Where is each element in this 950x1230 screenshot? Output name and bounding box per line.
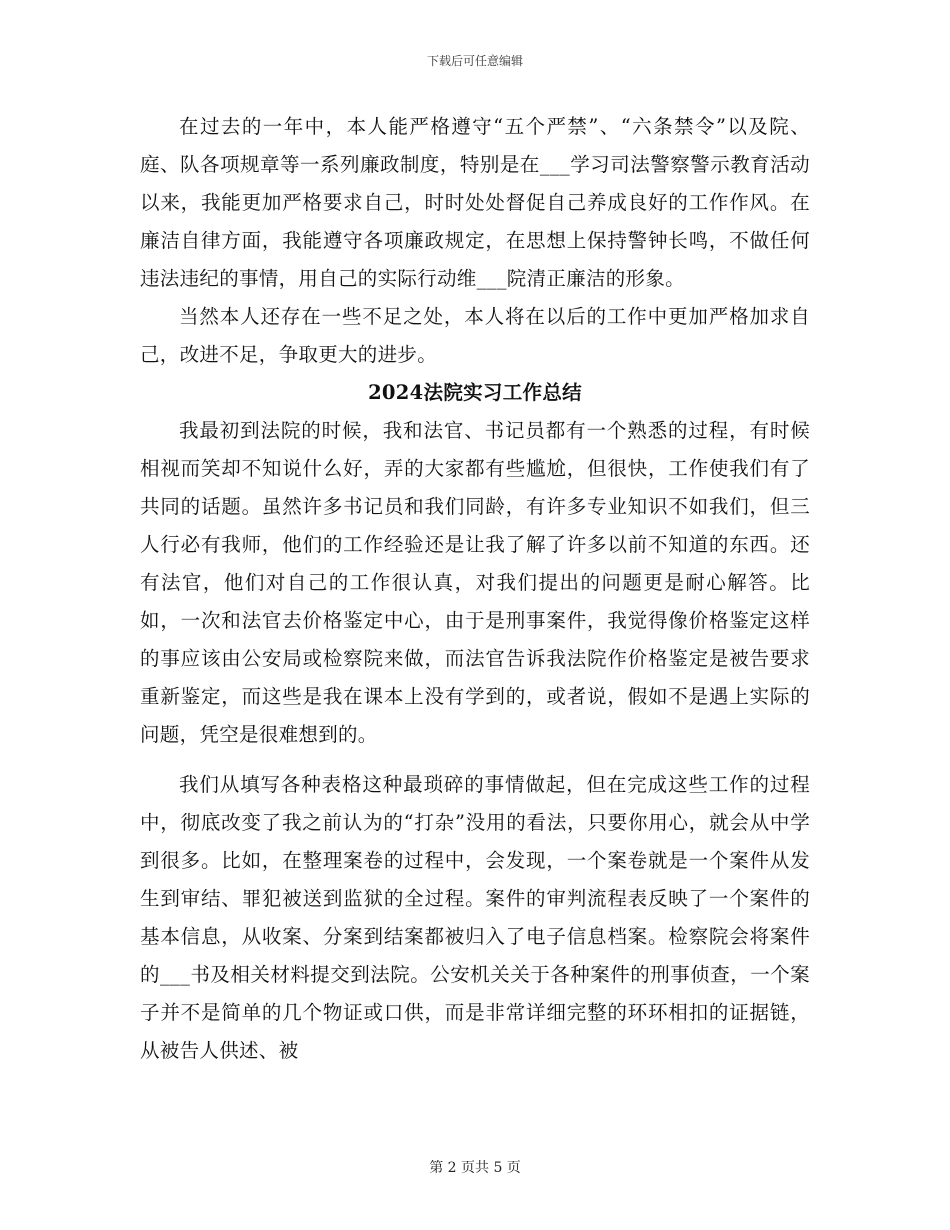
paragraph-clerical-work: 我们从填写各种表格这种最琐碎的事情做起，但在完成这些工作的过程中，彻底改变了我之前认为的“打杂”没用的看法，只要你用心，就会从中学到很多。比如，在整理案卷的过程中，会发现，一个案卷就是一个案件从发生到审结、罪犯被送到监狱的全过程。案件的审判流程表反映了一个案件的基本信息，从收案、分案到结案都被归入了电子信息档案。检察院会将案件的___书及相关材料提交到法院。公安机关关于各种案件的刑事侦查，一个案子并不是简单的几个物证或口供，而是非常详细完整的环环相扣的证据链，从被告人供述、被 — [140, 773, 810, 1062]
page-footer: 第 2 页共 5 页 — [429, 1160, 521, 1176]
page-header: 下载后可任意编辑 — [426, 54, 523, 68]
paragraph-court-intro: 我最初到法院的时候，我和法官、书记员都有一个熟悉的过程，有时候相视而笑却不知说什么好，弄的大家都有些尴尬，但很快，工作使我们有了共同的话题。虽然许多书记员和我们同龄，有许多专业知识不如我们，但三人行必有我师，他们的工作经验还是让我了解了许多以前不知道的东西。还有法官，他们对自己的工作很认真，对我们提出的问题更是耐心解答。比如，一次和法官去价格鉴定中心，由于是刑事案件，我觉得像价格鉴定这样的事应该由公安局或检察院来做，而法官告诉我法院作价格鉴定是被告要求重新鉴定，而这些是我在课本上没有学到的，或者说，假如不是遇上实际的问题，凭空是很难想到的。 — [140, 419, 810, 746]
section-title: 2024法院实习工作总结 — [368, 381, 582, 404]
document-body — [140, 108, 810, 1070]
paragraph-shortcomings: 当然本人还存在一些不足之处，本人将在以后的工作中更加严格加求自己，改进不足，争取更大的进步。 — [140, 305, 810, 366]
paragraph-integrity: 在过去的一年中，本人能严格遵守“五个严禁”、“六条禁令”以及院、庭、队各项规章等一系列廉政制度，特别是在___学习司法警察警示教育活动以来，我能更加严格要求自己，时时处处督促自己养成良好的工作作风。在廉洁自律方面，我能遵守各项廉政规定，在思想上保持警钟长鸣，不做任何违法违纪的事情，用自己的实际行动维___院清正廉洁的形象。 — [140, 115, 810, 290]
